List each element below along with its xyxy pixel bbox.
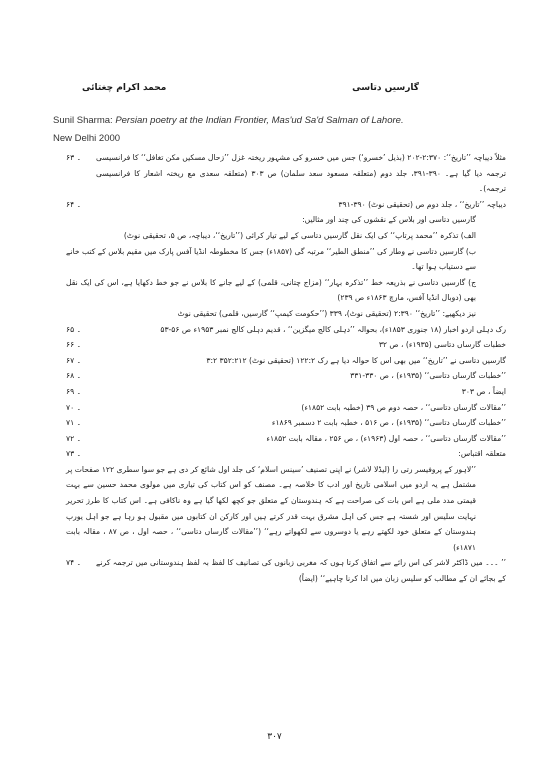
footnote-entry bbox=[66, 306, 506, 322]
footnote-number: ۶۸ ۔ bbox=[66, 371, 82, 381]
footnote-text: نیز دیکھیے: ’’تاریخ‘‘ ۲:۳۹۰ (تحقیقی نوٹ)، ۳۳۹ (’’حکومت کیمپ‘‘ گارسیں، قلمی) تحقیقی نوٹ bbox=[177, 308, 476, 318]
footnote-number: ۶۳ ۔ bbox=[66, 153, 82, 162]
footnote-entry bbox=[66, 384, 506, 400]
page-number: ۳۰۷ bbox=[267, 732, 282, 742]
reference-author: Sunil Sharma: bbox=[53, 115, 116, 126]
footnote-entry bbox=[66, 150, 506, 197]
footnote-text: الف) تذکرہ ’’محمد پرتاپ‘‘ کی ایک نقل گارسیں دتاسی کے لیے تیار کرائی (’’تاریخ‘‘، دیباچہ، ص ۵، تحقیقی نوٹ) bbox=[123, 230, 476, 240]
footnote-number: ۶۵ ۔ bbox=[66, 324, 82, 334]
footnote-number: ۷۴ ۔ bbox=[66, 558, 82, 568]
footnote-number: ۶۹ ۔ bbox=[66, 386, 82, 396]
running-header-title: گارسیں دتاسی bbox=[352, 83, 419, 93]
footnote-text: گارسیں دتاسی نے ’’تاریخ‘‘ میں بھی اس کا حوالہ دیا ہے رک ۱۲۲:۲ (تحقیقی نوٹ) ۳۵۲:۲۱۲ ۳:۲ bbox=[206, 355, 506, 365]
footnote-entry bbox=[66, 446, 506, 462]
footnote-text: ’’مقالات گارساں دتاسی‘‘ ، حصہ دوم ص ۳۹ (خطبہ بابت ۱۸۵۲ء) bbox=[301, 402, 506, 412]
footnote-entry bbox=[66, 212, 506, 228]
footnote-entry bbox=[66, 275, 506, 306]
reference-title: Persian poetry at the Indian Frontier, Mas'ud Sa'd Salman of Lahore. bbox=[115, 115, 404, 126]
footnote-number: ۶۴ ۔ bbox=[66, 199, 82, 209]
footnote-text: متعلقہ اقتباس: bbox=[458, 449, 506, 459]
footnote-entry bbox=[66, 555, 506, 586]
footnote-text: خطبات گارساں دتاسی (۱۹۳۵ء) ، ص ۳۲ bbox=[378, 340, 506, 350]
footnote-text: دیباچہ ’’تاریخ‘‘ ، جلد دوم ص (تحقیقی نوٹ) ۳۹۰-۳۹۱ bbox=[338, 199, 506, 209]
footnotes bbox=[66, 150, 506, 587]
footnote-number: ۷۰ ۔ bbox=[66, 402, 82, 412]
running-header-author: محمد اکرام چغتائی bbox=[82, 83, 167, 93]
footnote-text: ب) گارسیں دتاسی نے وطار کی ’’منطق الطیر‘‘ مرتبہ گی (۱۸۵۷ء) جس کا مخطوطہ انڈیا آفس پارک میں مقیم بلاس کے کتب خانے سے دستیاب ہوا تھا۔ bbox=[66, 246, 476, 272]
footnote-number: ۷۳ ۔ bbox=[66, 449, 82, 459]
footnote-entry bbox=[66, 368, 506, 384]
footnote-entry bbox=[66, 197, 506, 213]
footnote-entry bbox=[66, 462, 506, 556]
footnote-text: ’’مقالات گارساں دتاسی‘‘ ، حصہ اول (۱۹۶۳ء) ، ص ۲۵۶ ، مقالہ بابت ۱۸۵۲ء bbox=[266, 433, 506, 443]
footnote-text: ’’ ۔۔۔ میں ڈاکٹر لاشر کی اس رائے سے اتفاق کرتا ہوں کہ مغربی زبانوں کی تصانیف کا لفظ بہ لفظ ہندوستانی میں ترجمہ کرنے کے بجائے ان کے مطالب کو سلیس زبان میں ادا کرنا چاہیے‘‘ (ایضاً) bbox=[96, 558, 506, 584]
footnote-entry bbox=[66, 431, 506, 447]
footnote-entry bbox=[66, 337, 506, 353]
footnote-number: ۶۶ ۔ bbox=[66, 340, 82, 350]
footnote-text: گارسیں دتاسی اور بلاس کے نقشوں کی چند اور مثالیں: bbox=[302, 215, 476, 225]
footnote-entry bbox=[66, 322, 506, 338]
footnote-text: مثلاً دیباچہ ’’تاریخ‘‘: ۲:۳۷۰-۲۰۲ (بذیل ’خسرو‘) جس میں خسرو کی مشہور ریختہ غزل ’’زحال مسکیں مکن تغافل‘‘ کا فرانسیسی ترجمہ دیا گیا ہے۔ ۳۹۰-۳۹۱، جلد دوم (متعلقہ مسعود سعد سلمان) ص ۳۰۳ (متعلقہ سعدی مع ریختہ اشعار کا فرانسیسی ترجمہ)۔ bbox=[96, 153, 506, 194]
footnote-text: ’’خطبات گارساں دتاسی‘‘ (۱۹۳۵ء) ، ص ۵۱۶ ، خطبہ بابت ۲ دسمبر ۱۸۶۹ء bbox=[271, 418, 506, 428]
footnote-text: ج) گارسیں دتاسی نے بذریعہ خط ’’تذکرہ بہار‘‘ (مزاج چتانی، قلمی) کے لیے جانے کا بلاس نے جو خط دکھایا ہے، اس کی ایک نقل بھی (دوبال انڈیا آفس، مارچ ۱۸۶۳ء ص ۲۳۹) bbox=[66, 277, 476, 303]
footnote-number: ۷۱ ۔ bbox=[66, 418, 82, 428]
footnote-entry bbox=[66, 244, 506, 275]
footnote-text: رک دہلی اردو اخبار (۱۸ جنوری ۱۸۵۳ء)، بحوالہ ’’دہلی کالج میگزین‘‘ ، قدیم دہلی کالج نمبر ۱۹۵۳ء ص ۵۶-۵۳ bbox=[160, 324, 506, 334]
footnote-entry bbox=[66, 228, 506, 244]
footnote-entry bbox=[66, 415, 506, 431]
english-reference bbox=[53, 112, 473, 148]
footnote-entry bbox=[66, 400, 506, 416]
footnote-number: ۶۷ ۔ bbox=[66, 355, 82, 365]
footnote-number: ۷۲ ۔ bbox=[66, 433, 82, 443]
footnote-entry bbox=[66, 353, 506, 369]
footnote-text: ’’خطبات گارساں دتاسی‘‘ (۱۹۳۵ء) ، ص ۳۳۰-۳۳۱ bbox=[350, 371, 506, 381]
footnote-text: ایضاً ، ص ۳۰۳ bbox=[461, 386, 506, 396]
reference-place: New Delhi 2000 bbox=[53, 133, 121, 144]
footnote-text: ’’لاہور کے پروفیسر رتی را (لیڈلا لاشر) نے اپنی تصنیف ’سینس اسلام‘ کی جلد اول شائع کر دی ہے جو سوا سطری ۱۲۲ صفحات پر مشتمل ہے یہ اردو میں اسلامی تاریخ اور ادب کا خلاصہ ہے۔ مصنف کو اس کتاب کی تیاری میں مولوی محمد حسین سے بہت قیمتی مدد ملی ہے اس بات کی صراحت ہے کہ ہندوستان کے متعلق جو کچھ لکھا گیا ہے وہ ناکافی ہے۔ اس کتاب کا طرز تحریر نہایت سلیس اور شستہ ہے جس کی اہل مشرق بہت قدر کرتے ہیں اور کارکن ان کتابوں میں مقبول ہو رہا ہے جو اہل یورپ ہندوستان کے متعلق خود لکھتے رہے یا دوسروں سے لکھواتے رہے‘‘ (’’مقالات گارساں دتاسی‘‘ ، حصہ اول ، ص ۸۷ ، مقالہ بابت ۱۸۷۱ء) bbox=[66, 464, 476, 552]
